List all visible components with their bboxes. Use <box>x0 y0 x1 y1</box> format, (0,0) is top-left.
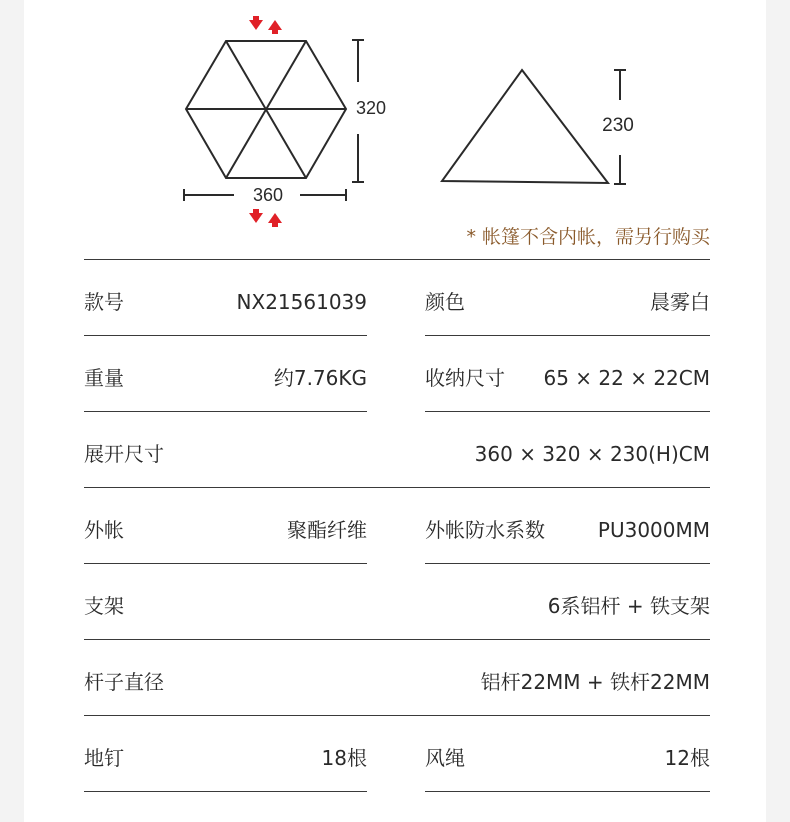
spec-cell-guy-ropes <box>425 716 710 792</box>
row-divider <box>425 791 710 792</box>
spec-cell-frame <box>84 564 710 640</box>
spec-label: 外帐 <box>84 518 124 542</box>
spec-row-model-color <box>84 260 710 336</box>
spec-cell-pole-diameter <box>84 640 710 716</box>
hex-height-label: 320 <box>355 98 387 118</box>
spec-row-fly-waterproof <box>84 488 710 564</box>
spec-label: 款号 <box>84 290 124 314</box>
hex-width-label: 360 <box>252 185 284 205</box>
spec-label: 重量 <box>84 366 124 390</box>
spec-label: 风绳 <box>425 746 465 770</box>
spec-value: 约7.76KG <box>273 366 367 390</box>
spec-value: 18根 <box>321 746 367 770</box>
spec-label: 杆子直径 <box>84 670 164 694</box>
spec-value: 360 × 320 × 230(H)CM <box>474 442 710 466</box>
spec-cell-pack-size <box>425 336 710 412</box>
row-divider <box>84 791 367 792</box>
spec-value: 65 × 22 × 22CM <box>543 366 710 390</box>
inner-tent-note: * 帐篷不含内帐，需另行购买 <box>466 226 710 248</box>
spec-value: NX21561039 <box>236 290 367 314</box>
spec-label: 支架 <box>84 594 124 618</box>
tri-height-label: 230 <box>602 115 634 136</box>
spec-value: 12根 <box>664 746 710 770</box>
triangle-side-view <box>442 70 608 183</box>
spec-label: 展开尺寸 <box>84 442 164 466</box>
spec-cell-color <box>425 260 710 336</box>
spec-cell-waterproof <box>425 488 710 564</box>
spec-label: 外帐防水系数 <box>425 518 545 542</box>
spec-row-open-size <box>84 412 710 488</box>
spec-row-pole-diameter <box>84 640 710 716</box>
spec-row-weight-pack <box>84 336 710 412</box>
spec-value: 6系铝杆 + 铁支架 <box>547 594 710 618</box>
spec-cell-open-size <box>84 412 710 488</box>
spec-row-stakes-ropes <box>84 716 710 792</box>
spec-label: 颜色 <box>425 290 465 314</box>
spec-cell-stakes <box>84 716 367 792</box>
arrow-icon-top <box>249 16 282 34</box>
spec-row-frame <box>84 564 710 640</box>
spec-cell-weight <box>84 336 367 412</box>
spec-value: 聚酯纤维 <box>287 518 367 542</box>
spec-label: 地钉 <box>84 746 124 770</box>
arrow-icon-bottom <box>249 209 282 227</box>
spec-value: PU3000MM <box>597 518 710 542</box>
spec-value: 铝杆22MM + 铁杆22MM <box>480 670 710 694</box>
spec-cell-fly-material <box>84 488 367 564</box>
tent-dimension-diagram <box>0 0 790 250</box>
spec-value: 晨雾白 <box>650 290 710 314</box>
hexagon-floor-plan <box>186 41 346 178</box>
spec-label: 收纳尺寸 <box>425 366 505 390</box>
spec-cell-model <box>84 260 367 336</box>
